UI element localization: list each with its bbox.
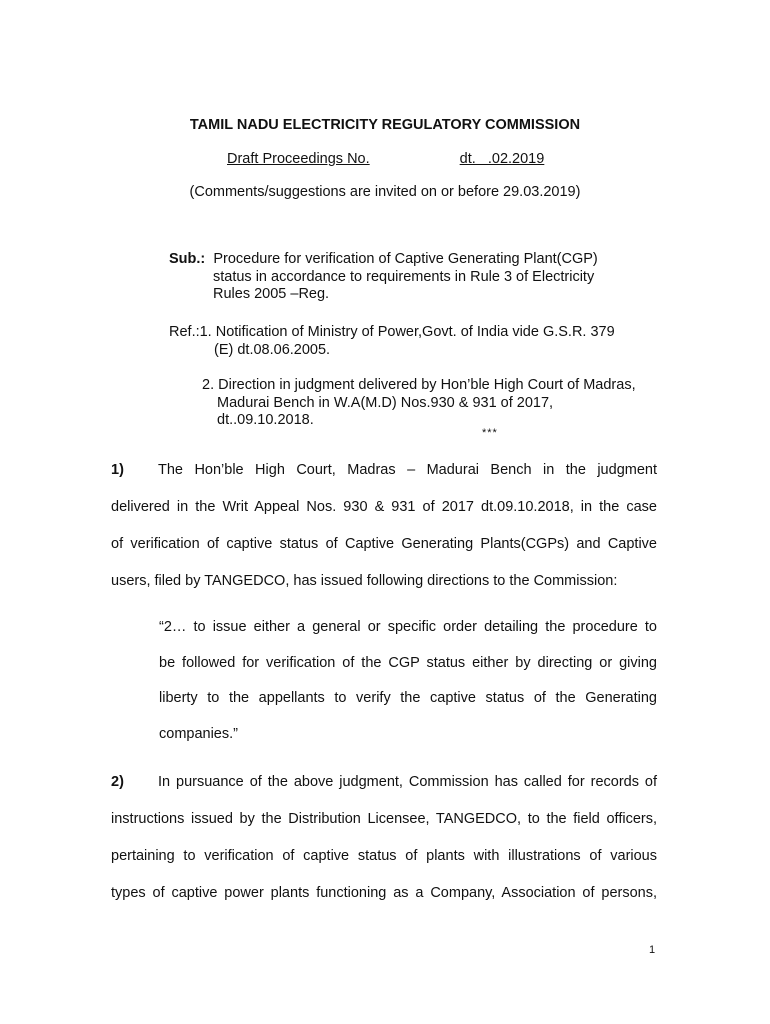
paragraph-1-line-3: of verification of captive status of Captive Generating Plants(CGPs) and Captive (111, 536, 657, 552)
paragraph-2-line-3: pertaining to verification of captive status of plants with illustrations of various (111, 848, 657, 864)
quote-line-1: “2… to issue either a general or specific order detailing the procedure to (159, 619, 657, 635)
paragraph-2-line-4: types of captive power plants functioning as a Company, Association of persons, (111, 885, 657, 901)
paragraph-1-line-4: users, filed by TANGEDCO, has issued following directions to the Commission: (111, 573, 618, 589)
reference-2-line-1: 2. Direction in judgment delivered by Hon’ble High Court of Madras, (202, 377, 636, 393)
quote-line-4: companies.” (159, 726, 238, 742)
subject-label: Sub.: (169, 251, 206, 267)
reference-2-line-2: Madurai Bench in W.A(M.D) Nos.930 & 931 of 2017, (217, 394, 554, 411)
paragraph-1-line-1: The Hon’ble High Court, Madras – Madurai Bench in the judgment (158, 462, 657, 478)
reference-2-line-3: dt..09.10.2018. (217, 412, 314, 428)
reference-1 (169, 323, 615, 359)
paragraph-2-line-2: instructions issued by the Distribution Licensee, TANGEDCO, to the field officers, (111, 811, 657, 827)
draft-proceedings-line (227, 151, 544, 167)
subject-text-3: Rules 2005 –Reg. (213, 286, 330, 302)
separator-stars: *** (482, 427, 498, 439)
draft-date: dt. .02.2019 (459, 151, 545, 167)
document-title: TAMIL NADU ELECTRICITY REGULATORY COMMISSION (189, 117, 581, 133)
subject-text-1: Procedure for verification of Captive Generating Plant(CGP) (213, 251, 598, 267)
paragraph-2 (111, 774, 657, 904)
quote-line-2: be followed for verification of the CGP status either by directing or giving (159, 655, 657, 671)
paragraph-1-line-2: delivered in the Writ Appeal Nos. 930 & 931 of 2017 dt.09.10.2018, in the case (111, 499, 657, 515)
subject-text-2: status in accordance to requirements in Rule 3 of Electricity (213, 268, 595, 285)
page-number: 1 (649, 944, 656, 956)
reference-2 (202, 377, 636, 430)
comments-note: (Comments/suggestions are invited on or before 29.03.2019) (189, 184, 581, 200)
paragraph-2-line-1: In pursuance of the above judgment, Commission has called for records of (158, 774, 657, 790)
paragraph-2-number: 2) (111, 774, 124, 790)
quote-line-3: liberty to the appellants to verify the captive status of the Generating (159, 690, 657, 706)
paragraph-1-number: 1) (111, 462, 124, 478)
paragraph-1 (111, 462, 657, 592)
draft-label: Draft Proceedings No. (227, 151, 370, 167)
judgment-quote (159, 619, 657, 749)
subject-block (169, 251, 598, 304)
subject-line-1 (169, 251, 598, 269)
reference-1-line-2: (E) dt.08.06.2005. (214, 342, 331, 358)
reference-1-line-1: Ref.:1. Notification of Ministry of Power,Govt. of India vide G.S.R. 379 (169, 324, 615, 340)
